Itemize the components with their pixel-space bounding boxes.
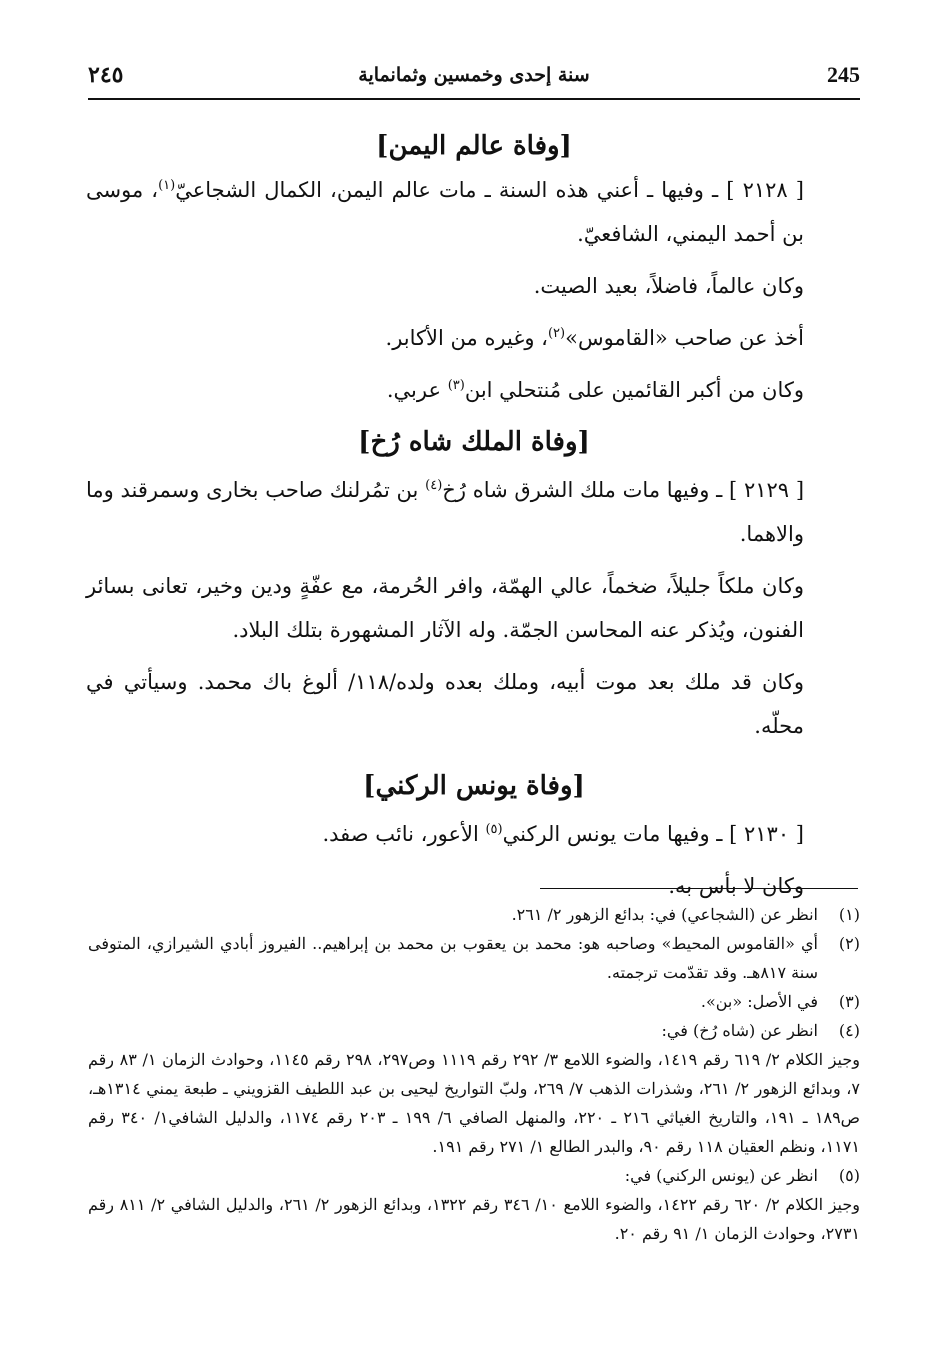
page-number-latin: 245 xyxy=(827,62,860,87)
footnote-continuation: وجيز الكلام ٢/ ٦١٩ رقم ١٤١٩، والضوء اللامع ٣/ ٢٩٢ رقم ١١١٩ وص٢٩٧، ٢٩٨ رقم ١١٤٥، وحوادث الزمان ١/ ٨٣ رقم ٧، وبدائع الزهور ٢/ ٢٦١، وشذرات الذهب ٧/ ٢٦٩، ولبّ التواريخ ليحيى بن عبد اللطيف القزويني ـ طبعة يمني ١٣١٤هـ، ص١٨٩ ـ ١٩١، والتاريخ الغياثي ٢١٦ ـ ٢٢٠، والمنهل الصافي ٦/ ١٩٩ ـ ٢٠٣ رقم ١١٧٤، والدليل الشافي١/ ٣٤٠ رقم ١١٧١، ونظم العقيان ١١٨ رقم ٩٠، والبدر الطالع ١/ ٢٧١ رقم ١٩١. xyxy=(88,1050,861,1156)
main-text xyxy=(86,120,862,908)
page-number-arabic: ٢٤٥ xyxy=(88,62,124,88)
footnote-mark: (٤) xyxy=(838,1021,860,1040)
footnote xyxy=(88,929,860,987)
footnote-text: انظر عن (يونس الركني) في: xyxy=(624,1166,818,1185)
footnote-ref: (٥) xyxy=(485,822,503,837)
entry-paragraph: وكان لا بأس به. xyxy=(668,874,804,898)
footnotes xyxy=(88,900,860,1248)
footnote-mark: (٢) xyxy=(838,934,860,953)
entry-paragraph: وكان عالماً، فاضلاً، بعيد الصيت. xyxy=(533,274,804,298)
section-heading: [وفاة عالم اليمن] xyxy=(376,131,572,161)
entry-paragraph: [ ٢١٣٠ ] ـ وفيها مات يونس الركني$^{(٥)}$ الأعور، نائب صفد. xyxy=(322,822,804,846)
footnote-text: انظر عن (شاه رُخ) في: xyxy=(661,1021,818,1040)
entry-paragraph: وكان ملكاً جليلاً، ضخماً، عالي الهمّة، وافر الحُرمة، مع عفّةٍ ودين وخير، تعانى بسائر الفنون، ويُذكر عنه المحاسن الجمّة. وله الآثار المشهورة بتلك البلاد. xyxy=(86,574,804,642)
footnote-separator xyxy=(540,888,858,889)
footnote-ref: (٤) xyxy=(425,478,443,493)
section-heading: [وفاة الملك شاه رُخ] xyxy=(358,427,590,457)
footnote xyxy=(88,987,860,1016)
entry-paragraph: أخذ عن صاحب «القاموس»$^{(٢)}$، وغيره من الأكابر. xyxy=(385,326,804,350)
running-title: سنة إحدى وخمسين وثمانماية xyxy=(358,64,590,86)
entry-paragraph: [ ٢١٢٨ ] ـ وفيها ـ أعني هذه السنة ـ مات عالم اليمن، الكمال الشجاعيّ$^{(١)}$، موسى بن أحمد اليمني، الشافعيّ. xyxy=(86,178,804,246)
footnote-ref: (٣) xyxy=(447,378,465,393)
entry-paragraph: [ ٢١٢٩ ] ـ وفيها مات ملك الشرق شاه رُخ$^{(٤)}$ بن تمُرلنك صاحب بخارى وسمرقند وما والاهما. xyxy=(86,478,805,546)
footnote-mark: (٥) xyxy=(838,1166,860,1185)
footnote-text: انظر عن (الشجاعي) في: بدائع الزهور ٢/ ٢٦١. xyxy=(511,905,818,924)
page-header xyxy=(88,62,860,96)
header-rule xyxy=(88,98,860,100)
footnote-mark: (١) xyxy=(838,905,860,924)
footnote xyxy=(88,1016,860,1045)
footnote-mark: (٣) xyxy=(838,992,860,1011)
footnote xyxy=(88,900,860,929)
entry-paragraph: وكان من أكبر القائمين على مُنتحلي ابن$^{(٣)}$ عربي. xyxy=(386,378,804,402)
footnote-continuation: وجيز الكلام ٢/ ٦٢٠ رقم ١٤٢٢، والضوء اللامع ١٠/ ٣٤٦ رقم ١٣٢٢، وبدائع الزهور ٢/ ٢٦١، والدليل الشافي ٢/ ٨١١ رقم ٢٧٣١، وحوادث الزمان ١/ ٩١ رقم ٢٠. xyxy=(88,1195,860,1243)
footnote-text: أي «القاموس المحيط» وصاحبه هو: محمد بن يعقوب بن محمد بن إبراهيم.. الفيروز أبادي الشيرازي، المتوفى سنة ٨١٧هـ. وقد تقدّمت ترجمته. xyxy=(88,934,818,982)
footnote-ref: (١) xyxy=(158,178,176,193)
footnote-ref: (٢) xyxy=(547,326,566,341)
footnote-text: في الأصل: «بن». xyxy=(700,992,818,1011)
entry-paragraph: وكان قد ملك بعد موت أبيه، وملك بعده ولده/١١٨/ ألوغ باك محمد. وسيأتي في محلّه. xyxy=(86,670,805,738)
footnote xyxy=(88,1161,860,1190)
section-heading: [وفاة يونس الركني] xyxy=(363,771,585,801)
